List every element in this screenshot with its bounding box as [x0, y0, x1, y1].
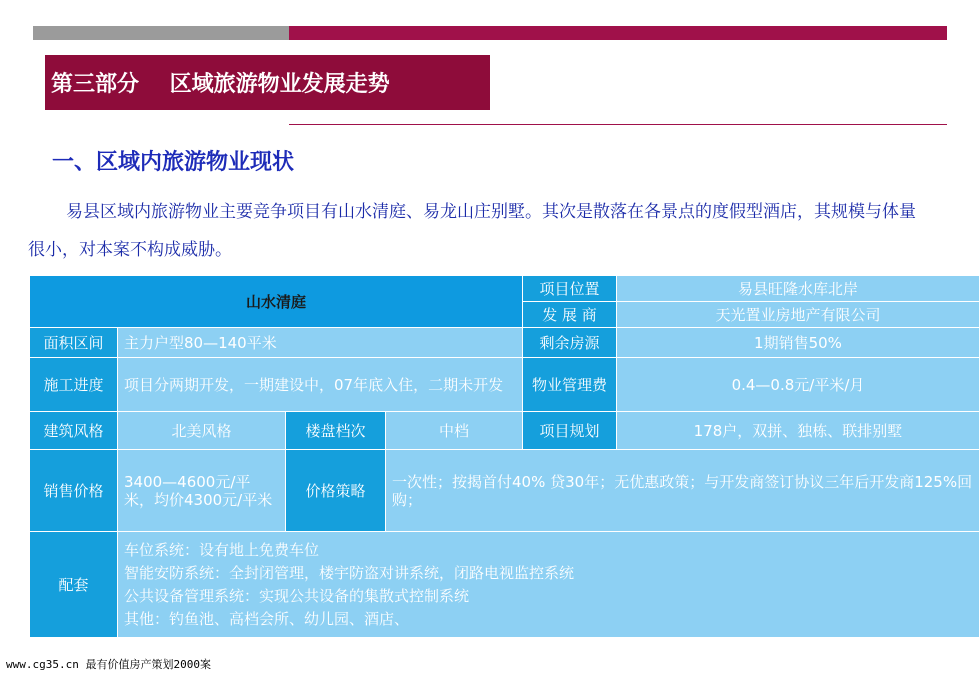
price-label: 销售价格: [30, 450, 118, 532]
facility-line: 其他：钓鱼池、高档会所、幼儿园、酒店、: [124, 609, 410, 628]
project-info-table: [29, 275, 980, 638]
style-value: 北美风格: [118, 412, 286, 450]
intro-paragraph: 易县区域内旅游物业主要竞争项目有山水清庭、易龙山庄别墅。其次是散落在各景点的度假型酒店，其规模与体量很小，对本案不构成威胁。: [28, 202, 916, 260]
remaining-label: 剩余房源: [523, 328, 617, 358]
page-heading: 一、区域内旅游物业现状: [52, 150, 295, 175]
remaining-value: 1期销售50%: [617, 328, 980, 358]
plan-label: 项目规划: [523, 412, 617, 450]
developer-label: 发 展 商: [523, 302, 617, 328]
grade-label: 楼盘档次: [286, 412, 386, 450]
strategy-value: 一次性；按揭首付40% 贷30年；无优惠政策；与开发商签订协议三年后开发商125%回购；: [386, 450, 980, 532]
divider-line: [289, 124, 947, 125]
facility-label: 配套: [30, 532, 118, 638]
header-bar-red: [289, 26, 947, 40]
location-label: 项目位置: [523, 276, 617, 302]
progress-label: 施工进度: [30, 358, 118, 412]
facility-line: 智能安防系统：全封闭管理，楼宇防盗对讲系统，闭路电视监控系统: [124, 563, 575, 582]
style-label: 建筑风格: [30, 412, 118, 450]
area-value: 主力户型80—140平米: [118, 328, 523, 358]
facility-line: 车位系统：设有地上免费车位: [124, 540, 320, 559]
footer-watermark: www.cg35.cn 最有价值房产策划2000案: [6, 658, 211, 671]
developer-value: 天光置业房地产有限公司: [617, 302, 980, 328]
mgmt-fee-label: 物业管理费: [523, 358, 617, 412]
project-name-cell: 山水清庭: [30, 276, 523, 328]
header-bar-grey: [33, 26, 289, 40]
facility-line: 公共设备管理系统：实现公共设备的集散式控制系统: [124, 586, 470, 605]
progress-value: 项目分两期开发，一期建设中，07年底入住，二期未开发: [118, 358, 523, 412]
facility-list: [118, 532, 980, 638]
area-label: 面积区间: [30, 328, 118, 358]
plan-value: 178户，双拼、独栋、联排别墅: [617, 412, 980, 450]
mgmt-fee-value: 0.4—0.8元/平米/月: [617, 358, 980, 412]
section-title: 第三部分 区域旅游物业发展走势: [45, 55, 490, 110]
price-value: 3400—4600元/平米，均价4300元/平米: [118, 450, 286, 532]
location-value: 易县旺隆水库北岸: [617, 276, 980, 302]
grade-value: 中档: [386, 412, 523, 450]
strategy-label: 价格策略: [286, 450, 386, 532]
